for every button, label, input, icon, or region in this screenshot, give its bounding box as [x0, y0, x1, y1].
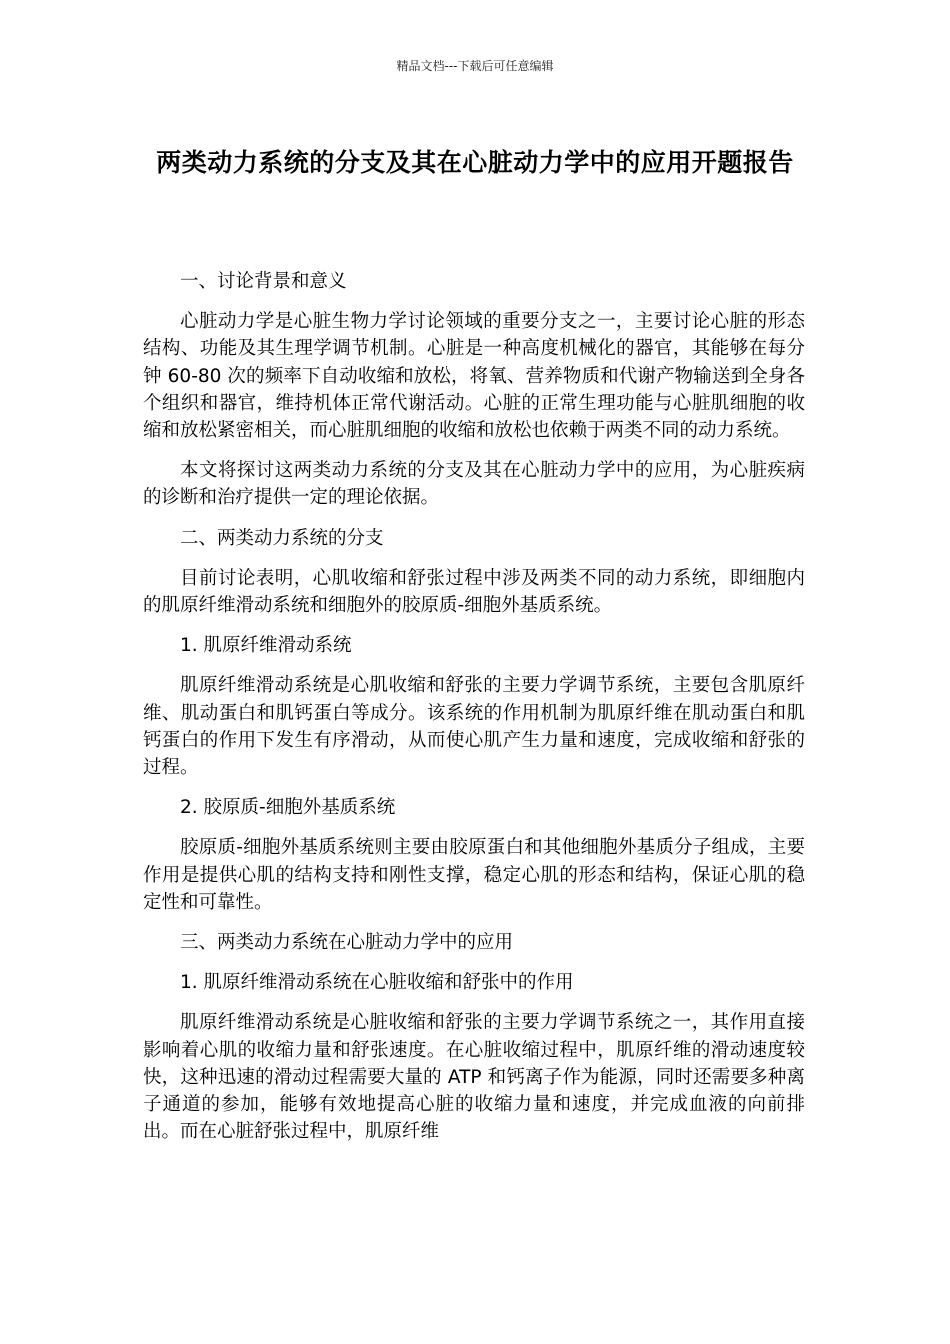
section-3-subheading-1: 1. 肌原纤维滑动系统在心脏收缩和舒张中的作用 [180, 972, 574, 994]
document-title: 两类动力系统的分支及其在心脏动力学中的应用开题报告 [156, 148, 794, 177]
section-2-subparagraph-1: 肌原纤维滑动系统是心肌收缩和舒张的主要力学调节系统，主要包含肌原纤维、肌动蛋白和肌钙蛋白等成分。该系统的作用机制为肌原纤维在肌动蛋白和肌钙蛋白的作用下发生有序滑动，从而使心肌产生力量和速度，完成收缩和舒张的过程。 [143, 675, 805, 779]
section-2-heading: 二、两类动力系统的分支 [180, 527, 384, 549]
section-2-subparagraph-2: 胶原质-细胞外基质系统则主要由胶原蛋白和其他细胞外基质分子组成，主要作用是提供心肌的结构支持和刚性支撑，稳定心肌的形态和结构，保证心肌的稳定性和可靠性。 [143, 837, 805, 913]
section-2-paragraph-1: 目前讨论表明，心肌收缩和舒张过程中涉及两类不同的动力系统，即细胞内的肌原纤维滑动系统和细胞外的胶原质-细胞外基质系统。 [143, 567, 805, 617]
section-2-subheading-2: 2. 胶原质-细胞外基质系统 [180, 797, 396, 819]
section-3-subparagraph-1: 肌原纤维滑动系统是心脏收缩和舒张的主要力学调节系统之一，其作用直接影响着心肌的收缩力量和舒张速度。在心脏收缩过程中，肌原纤维的滑动速度较快，这种迅速的滑动过程需要大量的 ATP 和钙离子作为能源，同时还需要多种离子通道的参加，能够有效地提高心脏的收缩力量和速度，并完成血液的向前排出。而在心脏舒张过程中，肌原纤维 [143, 1012, 805, 1143]
header-note: 精品文档---下载后可任意编辑 [396, 59, 554, 73]
section-2-subheading-1: 1. 肌原纤维滑动系统 [180, 635, 352, 657]
section-1-heading: 一、讨论背景和意义 [180, 271, 347, 292]
section-1-paragraph-1: 心脏动力学是心脏生物力学讨论领域的重要分支之一，主要讨论心脏的形态结构、功能及其生理学调节机制。心脏是一种高度机械化的器官，其能够在每分钟 60-80 次的频率下自动收缩和放松，将氧、营养物质和代谢产物输送到全身各个组织和器官，维持机体正常代谢活动。心脏的正常生理功能与心脏肌细胞的收缩和放松紧密相关，而心脏肌细胞的收缩和放松也依赖于两类不同的动力系统。 [143, 311, 805, 442]
section-1-paragraph-2: 本文将探讨这两类动力系统的分支及其在心脏动力学中的应用，为心脏疾病的诊断和治疗提供一定的理论依据。 [143, 460, 805, 509]
section-3-heading: 三、两类动力系统在心脏动力学中的应用 [180, 932, 514, 954]
document-body [143, 268, 805, 1158]
